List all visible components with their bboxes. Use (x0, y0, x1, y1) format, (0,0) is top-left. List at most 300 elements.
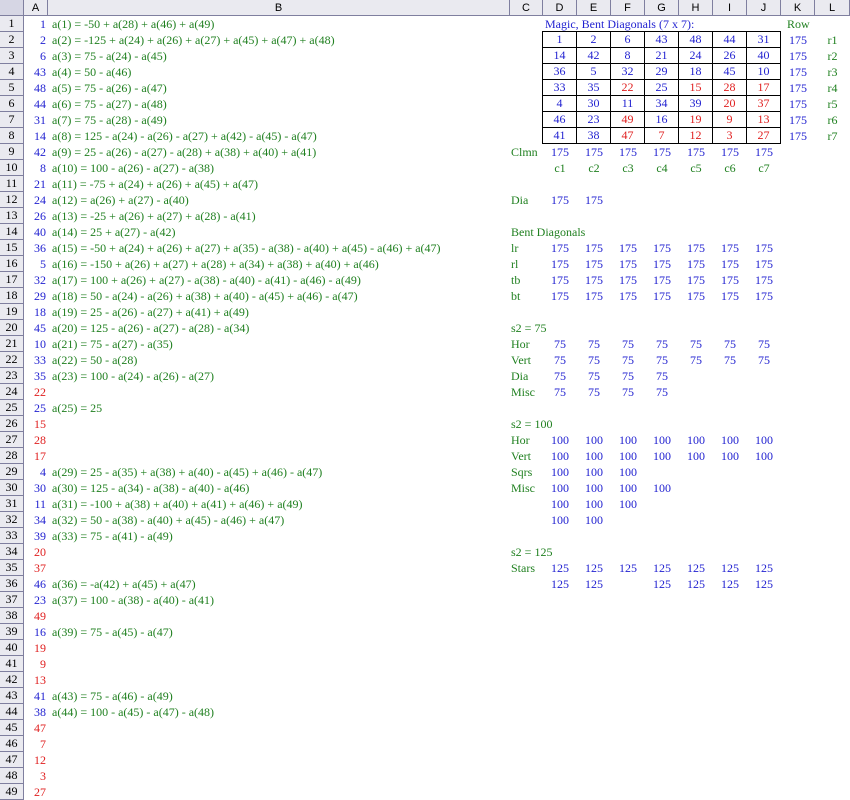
summary-value[interactable]: 75 (622, 369, 634, 383)
magic-cell[interactable]: 11 (610, 95, 645, 112)
column-header-l[interactable]: L (815, 0, 850, 16)
row-header-30[interactable]: 30 (0, 480, 24, 496)
cell-a49[interactable]: 27 (34, 785, 46, 799)
magic-cell[interactable]: 2 (576, 31, 611, 48)
summary-value[interactable]: 175 (585, 145, 603, 159)
magic-cell[interactable]: 4 (542, 95, 577, 112)
summary-value[interactable]: 125 (619, 561, 637, 575)
summary-value[interactable]: c7 (758, 161, 770, 175)
cell-b5[interactable]: a(5) = 75 - a(26) - a(47) (52, 81, 167, 95)
summary-value[interactable]: 75 (690, 353, 702, 367)
summary-value[interactable]: 175 (687, 145, 705, 159)
summary-value[interactable]: 100 (551, 481, 569, 495)
magic-cell[interactable]: 31 (746, 31, 781, 48)
row-header-35[interactable]: 35 (0, 560, 24, 576)
row-header-4[interactable]: 4 (0, 64, 24, 80)
row-sum[interactable]: 175 (789, 65, 807, 79)
summary-value[interactable]: 175 (721, 289, 739, 303)
row-header-31[interactable]: 31 (0, 496, 24, 512)
row-header-42[interactable]: 42 (0, 672, 24, 688)
summary-value[interactable]: 100 (687, 449, 705, 463)
magic-cell[interactable]: 49 (610, 111, 645, 128)
summary-value[interactable]: 175 (653, 289, 671, 303)
row-header-27[interactable]: 27 (0, 432, 24, 448)
summary-value[interactable]: 75 (758, 337, 770, 351)
cell-a40[interactable]: 19 (34, 641, 46, 655)
cell-a44[interactable]: 38 (34, 705, 46, 719)
magic-cell[interactable]: 18 (678, 63, 713, 80)
summary-value[interactable]: 175 (551, 241, 569, 255)
row-header-26[interactable]: 26 (0, 416, 24, 432)
row-sum[interactable]: 175 (789, 97, 807, 111)
magic-cell[interactable]: 29 (644, 63, 679, 80)
summary-value[interactable]: 100 (551, 449, 569, 463)
column-header-b[interactable]: B (48, 0, 510, 16)
cell-b14[interactable]: a(14) = 25 + a(27) - a(42) (52, 225, 176, 239)
row-header-6[interactable]: 6 (0, 96, 24, 112)
column-header-c[interactable]: C (510, 0, 543, 16)
cell-a28[interactable]: 17 (34, 449, 46, 463)
cell-a32[interactable]: 34 (34, 513, 46, 527)
cell-a34[interactable]: 20 (34, 545, 46, 559)
cell-a38[interactable]: 49 (34, 609, 46, 623)
summary-value[interactable]: 100 (619, 449, 637, 463)
summary-value[interactable]: 125 (551, 577, 569, 591)
cell-a8[interactable]: 14 (34, 129, 46, 143)
summary-value[interactable]: 75 (656, 369, 668, 383)
summary-value[interactable]: 75 (690, 337, 702, 351)
summary-value[interactable]: 75 (588, 337, 600, 351)
row-header-17[interactable]: 17 (0, 272, 24, 288)
row-sum[interactable]: 175 (789, 81, 807, 95)
summary-value[interactable]: 125 (687, 577, 705, 591)
summary-value[interactable]: 175 (619, 145, 637, 159)
cell-b31[interactable]: a(31) = -100 + a(38) + a(40) + a(41) + a(46) + a(49) (52, 497, 303, 511)
magic-cell[interactable]: 14 (542, 47, 577, 64)
cell-b32[interactable]: a(32) = 50 - a(38) - a(40) + a(45) - a(46) + a(47) (52, 513, 285, 527)
cell-a30[interactable]: 30 (34, 481, 46, 495)
magic-cell[interactable]: 48 (678, 31, 713, 48)
summary-value[interactable]: 100 (687, 433, 705, 447)
cell-a2[interactable]: 2 (40, 33, 46, 47)
cell-b36[interactable]: a(36) = -a(42) + a(45) + a(47) (52, 577, 196, 591)
summary-value[interactable]: 100 (755, 449, 773, 463)
cell-a19[interactable]: 18 (34, 305, 46, 319)
summary-value[interactable]: 175 (551, 289, 569, 303)
summary-value[interactable]: 175 (585, 273, 603, 287)
cell-a27[interactable]: 28 (34, 433, 46, 447)
magic-cell[interactable]: 27 (746, 127, 781, 144)
cell-b12[interactable]: a(12) = a(26) + a(27) - a(40) (52, 193, 189, 207)
summary-value[interactable]: 100 (721, 433, 739, 447)
row-sum[interactable]: 175 (789, 129, 807, 143)
magic-cell[interactable]: 3 (712, 127, 747, 144)
cell-a10[interactable]: 8 (40, 161, 46, 175)
summary-value[interactable]: 175 (687, 289, 705, 303)
select-all-corner[interactable] (0, 0, 24, 16)
magic-cell[interactable]: 36 (542, 63, 577, 80)
magic-cell[interactable]: 25 (644, 79, 679, 96)
cell-b37[interactable]: a(37) = 100 - a(38) - a(40) - a(41) (52, 593, 215, 607)
cell-b33[interactable]: a(33) = 75 - a(41) - a(49) (52, 529, 173, 543)
cell-a31[interactable]: 11 (34, 497, 46, 511)
magic-cell[interactable]: 17 (746, 79, 781, 96)
summary-value[interactable]: 75 (724, 337, 736, 351)
cell-a9[interactable]: 42 (34, 145, 46, 159)
magic-cell[interactable]: 12 (678, 127, 713, 144)
magic-cell[interactable]: 46 (542, 111, 577, 128)
summary-value[interactable]: 100 (619, 481, 637, 495)
cell-a13[interactable]: 26 (34, 209, 46, 223)
summary-value[interactable]: 75 (758, 353, 770, 367)
summary-value[interactable]: 100 (653, 449, 671, 463)
cell-a25[interactable]: 25 (34, 401, 46, 415)
summary-value[interactable]: 175 (585, 193, 603, 207)
cell-b18[interactable]: a(18) = 50 - a(24) - a(26) + a(38) + a(40) - a(45) + a(46) - a(47) (52, 289, 358, 303)
magic-cell[interactable]: 38 (576, 127, 611, 144)
cell-a42[interactable]: 13 (34, 673, 46, 687)
summary-value[interactable]: 100 (721, 449, 739, 463)
summary-value[interactable]: 175 (551, 193, 569, 207)
cell-b17[interactable]: a(17) = 100 + a(26) + a(27) - a(38) - a(40) - a(41) - a(46) - a(49) (52, 273, 361, 287)
row-sum[interactable]: 175 (789, 113, 807, 127)
summary-value[interactable]: 175 (619, 273, 637, 287)
summary-value[interactable]: 175 (653, 241, 671, 255)
row-header-34[interactable]: 34 (0, 544, 24, 560)
cell-b30[interactable]: a(30) = 125 - a(34) - a(38) - a(40) - a(46) (52, 481, 250, 495)
row-header-48[interactable]: 48 (0, 768, 24, 784)
cell-b4[interactable]: a(4) = 50 - a(46) (52, 65, 132, 79)
magic-cell[interactable]: 21 (644, 47, 679, 64)
summary-value[interactable]: 175 (755, 241, 773, 255)
summary-value[interactable]: c2 (588, 161, 600, 175)
summary-value[interactable]: 100 (585, 497, 603, 511)
cell-b3[interactable]: a(3) = 75 - a(24) - a(45) (52, 49, 167, 63)
cell-a4[interactable]: 43 (34, 65, 46, 79)
summary-value[interactable]: 125 (721, 577, 739, 591)
summary-value[interactable]: 175 (721, 145, 739, 159)
column-header-a[interactable]: A (24, 0, 48, 16)
cell-b21[interactable]: a(21) = 75 - a(27) - a(35) (52, 337, 173, 351)
row-header-38[interactable]: 38 (0, 608, 24, 624)
column-header-d[interactable]: D (543, 0, 577, 16)
summary-value[interactable]: 175 (551, 145, 569, 159)
cell-b6[interactable]: a(6) = 75 - a(27) - a(48) (52, 97, 167, 111)
summary-value[interactable]: 100 (585, 481, 603, 495)
summary-value[interactable]: 100 (755, 433, 773, 447)
summary-value[interactable]: 75 (554, 369, 566, 383)
summary-value[interactable]: c1 (554, 161, 566, 175)
row-header-32[interactable]: 32 (0, 512, 24, 528)
summary-value[interactable]: 75 (656, 385, 668, 399)
cell-a22[interactable]: 33 (34, 353, 46, 367)
row-header-19[interactable]: 19 (0, 304, 24, 320)
row-sum[interactable]: 175 (789, 49, 807, 63)
magic-cell[interactable]: 6 (610, 31, 645, 48)
magic-cell[interactable]: 40 (746, 47, 781, 64)
row-sum[interactable]: 175 (789, 33, 807, 47)
magic-cell[interactable]: 10 (746, 63, 781, 80)
magic-cell[interactable]: 7 (644, 127, 679, 144)
row-header-29[interactable]: 29 (0, 464, 24, 480)
summary-value[interactable]: 75 (656, 353, 668, 367)
summary-value[interactable]: 175 (653, 273, 671, 287)
summary-value[interactable]: 75 (588, 353, 600, 367)
summary-value[interactable]: 175 (755, 273, 773, 287)
row-header-40[interactable]: 40 (0, 640, 24, 656)
summary-value[interactable]: 175 (585, 257, 603, 271)
row-header-22[interactable]: 22 (0, 352, 24, 368)
cell-a43[interactable]: 41 (34, 689, 46, 703)
summary-value[interactable]: 125 (687, 561, 705, 575)
magic-cell[interactable]: 41 (542, 127, 577, 144)
summary-value[interactable]: 175 (721, 241, 739, 255)
cell-b16[interactable]: a(16) = -150 + a(26) + a(27) + a(28) + a(34) + a(38) + a(40) + a(46) (52, 257, 379, 271)
cell-b44[interactable]: a(44) = 100 - a(45) - a(47) - a(48) (52, 705, 215, 719)
row-header-23[interactable]: 23 (0, 368, 24, 384)
magic-cell[interactable]: 34 (644, 95, 679, 112)
magic-cell[interactable]: 26 (712, 47, 747, 64)
cell-a46[interactable]: 7 (40, 737, 46, 751)
summary-value[interactable]: 100 (585, 465, 603, 479)
row-header-39[interactable]: 39 (0, 624, 24, 640)
magic-cell[interactable]: 23 (576, 111, 611, 128)
row-header-43[interactable]: 43 (0, 688, 24, 704)
cell-a12[interactable]: 24 (34, 193, 46, 207)
summary-value[interactable]: 175 (653, 257, 671, 271)
summary-value[interactable]: 100 (619, 497, 637, 511)
cell-b20[interactable]: a(20) = 125 - a(26) - a(27) - a(28) - a(34) (52, 321, 250, 335)
row-header-20[interactable]: 20 (0, 320, 24, 336)
magic-cell[interactable]: 32 (610, 63, 645, 80)
summary-value[interactable]: 175 (619, 241, 637, 255)
summary-value[interactable]: 75 (588, 369, 600, 383)
summary-value[interactable]: 125 (653, 577, 671, 591)
column-header-k[interactable]: K (781, 0, 815, 16)
row-header-15[interactable]: 15 (0, 240, 24, 256)
summary-value[interactable]: 100 (551, 513, 569, 527)
cell-a15[interactable]: 36 (34, 241, 46, 255)
summary-value[interactable]: 100 (653, 433, 671, 447)
summary-value[interactable]: 175 (585, 289, 603, 303)
row-header-46[interactable]: 46 (0, 736, 24, 752)
cell-a1[interactable]: 1 (40, 17, 46, 31)
cell-b8[interactable]: a(8) = 125 - a(24) - a(26) - a(27) + a(42) - a(45) - a(47) (52, 129, 317, 143)
magic-cell[interactable]: 24 (678, 47, 713, 64)
cell-a48[interactable]: 3 (40, 769, 46, 783)
magic-cell[interactable]: 39 (678, 95, 713, 112)
summary-value[interactable]: 75 (724, 353, 736, 367)
magic-cell[interactable]: 44 (712, 31, 747, 48)
summary-value[interactable]: 75 (554, 353, 566, 367)
row-header-47[interactable]: 47 (0, 752, 24, 768)
row-header-28[interactable]: 28 (0, 448, 24, 464)
row-header-14[interactable]: 14 (0, 224, 24, 240)
cell-b23[interactable]: a(23) = 100 - a(24) - a(26) - a(27) (52, 369, 215, 383)
row-header-7[interactable]: 7 (0, 112, 24, 128)
row-header-25[interactable]: 25 (0, 400, 24, 416)
cell-a37[interactable]: 23 (34, 593, 46, 607)
cell-a21[interactable]: 10 (34, 337, 46, 351)
summary-value[interactable]: c6 (724, 161, 736, 175)
column-header-f[interactable]: F (611, 0, 645, 16)
row-header-37[interactable]: 37 (0, 592, 24, 608)
cell-a47[interactable]: 12 (34, 753, 46, 767)
summary-value[interactable]: 100 (619, 465, 637, 479)
row-header-3[interactable]: 3 (0, 48, 24, 64)
column-header-i[interactable]: I (713, 0, 747, 16)
summary-value[interactable]: 175 (653, 145, 671, 159)
row-header-33[interactable]: 33 (0, 528, 24, 544)
cell-a33[interactable]: 39 (34, 529, 46, 543)
summary-value[interactable]: 175 (687, 273, 705, 287)
summary-value[interactable]: 125 (585, 561, 603, 575)
row-header-10[interactable]: 10 (0, 160, 24, 176)
magic-cell[interactable]: 28 (712, 79, 747, 96)
magic-cell[interactable]: 13 (746, 111, 781, 128)
summary-value[interactable]: 75 (554, 385, 566, 399)
cell-b11[interactable]: a(11) = -75 + a(24) + a(26) + a(45) + a(47) (52, 177, 258, 191)
magic-cell[interactable]: 16 (644, 111, 679, 128)
summary-value[interactable]: 125 (755, 577, 773, 591)
row-header-45[interactable]: 45 (0, 720, 24, 736)
row-header-18[interactable]: 18 (0, 288, 24, 304)
cell-b10[interactable]: a(10) = 100 - a(26) - a(27) - a(38) (52, 161, 215, 175)
cell-a23[interactable]: 35 (34, 369, 46, 383)
magic-cell[interactable]: 19 (678, 111, 713, 128)
row-header-36[interactable]: 36 (0, 576, 24, 592)
magic-cell[interactable]: 8 (610, 47, 645, 64)
summary-value[interactable]: 175 (687, 241, 705, 255)
row-header-9[interactable]: 9 (0, 144, 24, 160)
cell-b19[interactable]: a(19) = 25 - a(26) - a(27) + a(41) + a(49) (52, 305, 249, 319)
summary-value[interactable]: 75 (588, 385, 600, 399)
magic-cell[interactable]: 37 (746, 95, 781, 112)
cell-b43[interactable]: a(43) = 75 - a(46) - a(49) (52, 689, 173, 703)
cell-b2[interactable]: a(2) = -125 + a(24) + a(26) + a(27) + a(45) + a(47) + a(48) (52, 33, 335, 47)
cell-b39[interactable]: a(39) = 75 - a(45) - a(47) (52, 625, 173, 639)
cell-b9[interactable]: a(9) = 25 - a(26) - a(27) - a(28) + a(38) + a(40) + a(41) (52, 145, 317, 159)
summary-value[interactable]: 100 (619, 433, 637, 447)
magic-cell[interactable]: 45 (712, 63, 747, 80)
summary-value[interactable]: 175 (585, 241, 603, 255)
summary-value[interactable]: 175 (551, 257, 569, 271)
summary-value[interactable]: 175 (619, 257, 637, 271)
magic-cell[interactable]: 43 (644, 31, 679, 48)
cell-a20[interactable]: 45 (34, 321, 46, 335)
summary-value[interactable]: c4 (656, 161, 668, 175)
summary-value[interactable]: 75 (554, 337, 566, 351)
summary-value[interactable]: c5 (690, 161, 702, 175)
cell-b7[interactable]: a(7) = 75 - a(28) - a(49) (52, 113, 167, 127)
summary-value[interactable]: 175 (755, 145, 773, 159)
magic-cell[interactable]: 15 (678, 79, 713, 96)
row-header-49[interactable]: 49 (0, 784, 24, 800)
summary-value[interactable]: 75 (622, 353, 634, 367)
summary-value[interactable]: 100 (585, 449, 603, 463)
row-header-24[interactable]: 24 (0, 384, 24, 400)
row-header-21[interactable]: 21 (0, 336, 24, 352)
summary-value[interactable]: c3 (622, 161, 634, 175)
cell-a6[interactable]: 44 (34, 97, 46, 111)
cell-a16[interactable]: 5 (40, 257, 46, 271)
row-header-1[interactable]: 1 (0, 16, 24, 32)
summary-value[interactable]: 100 (551, 433, 569, 447)
row-header-13[interactable]: 13 (0, 208, 24, 224)
column-header-e[interactable]: E (577, 0, 611, 16)
summary-value[interactable]: 125 (585, 577, 603, 591)
magic-cell[interactable]: 20 (712, 95, 747, 112)
cell-a36[interactable]: 46 (34, 577, 46, 591)
magic-cell[interactable]: 22 (610, 79, 645, 96)
cell-a35[interactable]: 37 (34, 561, 46, 575)
row-header-8[interactable]: 8 (0, 128, 24, 144)
column-header-j[interactable]: J (747, 0, 781, 16)
summary-value[interactable]: 125 (721, 561, 739, 575)
summary-value[interactable]: 175 (551, 273, 569, 287)
magic-cell[interactable]: 30 (576, 95, 611, 112)
cell-a26[interactable]: 15 (34, 417, 46, 431)
cell-a45[interactable]: 47 (34, 721, 46, 735)
row-header-5[interactable]: 5 (0, 80, 24, 96)
cell-a11[interactable]: 21 (34, 177, 46, 191)
cell-b25[interactable]: a(25) = 25 (52, 401, 103, 415)
summary-value[interactable]: 175 (755, 289, 773, 303)
summary-value[interactable]: 175 (721, 257, 739, 271)
magic-cell[interactable]: 1 (542, 31, 577, 48)
cell-b13[interactable]: a(13) = -25 + a(26) + a(27) + a(28) - a(41) (52, 209, 256, 223)
magic-cell[interactable]: 9 (712, 111, 747, 128)
row-header-11[interactable]: 11 (0, 176, 24, 192)
row-header-2[interactable]: 2 (0, 32, 24, 48)
summary-value[interactable]: 100 (551, 497, 569, 511)
cell-a14[interactable]: 40 (34, 225, 46, 239)
summary-value[interactable]: 125 (755, 561, 773, 575)
cell-a18[interactable]: 29 (34, 289, 46, 303)
summary-value[interactable]: 75 (656, 337, 668, 351)
summary-value[interactable]: 125 (653, 561, 671, 575)
magic-cell[interactable]: 33 (542, 79, 577, 96)
cell-b1[interactable]: a(1) = -50 + a(28) + a(46) + a(49) (52, 17, 215, 31)
cell-a39[interactable]: 16 (34, 625, 46, 639)
magic-cell[interactable]: 5 (576, 63, 611, 80)
summary-value[interactable]: 175 (721, 273, 739, 287)
cell-b29[interactable]: a(29) = 25 - a(35) + a(38) + a(40) - a(45) + a(46) - a(47) (52, 465, 323, 479)
summary-value[interactable]: 100 (653, 481, 671, 495)
summary-value[interactable]: 75 (622, 337, 634, 351)
magic-cell[interactable]: 35 (576, 79, 611, 96)
cell-b22[interactable]: a(22) = 50 - a(28) (52, 353, 138, 367)
cell-a3[interactable]: 6 (40, 49, 46, 63)
summary-value[interactable]: 75 (622, 385, 634, 399)
cell-a5[interactable]: 48 (34, 81, 46, 95)
magic-cell[interactable]: 47 (610, 127, 645, 144)
summary-value[interactable]: 100 (551, 465, 569, 479)
row-header-44[interactable]: 44 (0, 704, 24, 720)
row-header-12[interactable]: 12 (0, 192, 24, 208)
column-header-g[interactable]: G (645, 0, 679, 16)
cell-a29[interactable]: 4 (40, 465, 46, 479)
summary-value[interactable]: 100 (585, 433, 603, 447)
cell-b15[interactable]: a(15) = -50 + a(24) + a(26) + a(27) + a(35) - a(38) - a(40) + a(45) - a(46) + a(47) (52, 241, 441, 255)
row-header-41[interactable]: 41 (0, 656, 24, 672)
column-header-h[interactable]: H (679, 0, 713, 16)
summary-value[interactable]: 125 (551, 561, 569, 575)
summary-value[interactable]: 100 (585, 513, 603, 527)
summary-value[interactable]: 175 (619, 289, 637, 303)
summary-value[interactable]: 175 (755, 257, 773, 271)
cell-a17[interactable]: 32 (34, 273, 46, 287)
